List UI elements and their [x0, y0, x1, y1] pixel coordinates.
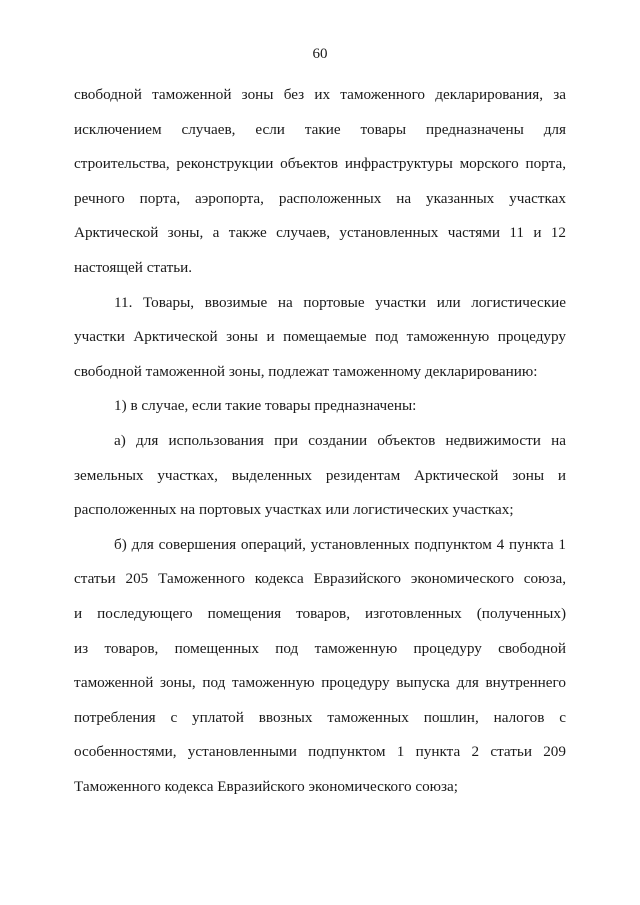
text-line: свободной таможенной зоны без их таможенного декларирования, за [74, 86, 566, 103]
text-line: настоящей статьи. [74, 258, 193, 276]
document-body [74, 78, 566, 804]
text-line: речного порта, аэропорта, расположенных на указанных участках [74, 189, 566, 207]
text-line: и последующего помещения товаров, изготовленных (полученных) [74, 604, 566, 622]
text-line: из товаров, помещенных под таможенную процедуру свободной [74, 639, 566, 657]
text-line: расположенных на портовых участках или логистических участках; [74, 501, 514, 519]
text-line: исключением случаев, если такие товары предназначены для [74, 120, 566, 138]
page-number: 60 [312, 46, 328, 62]
text-line: потребления с уплатой ввозных таможенных пошлин, налогов с [74, 708, 566, 726]
text-line: особенностями, установленными подпунктом 1 пункта 2 статьи 209 [74, 743, 566, 761]
text-line: 11. Товары, ввозимые на портовые участки или логистические [114, 293, 566, 311]
text-line: 1) в случае, если такие товары предназначены: [114, 397, 417, 415]
text-line: участки Арктической зоны и помещаемые под таможенную процедуру [74, 328, 566, 346]
text-line: земельных участках, выделенных резидентам Арктической зоны и [74, 466, 566, 484]
text-line: свободной таможенной зоны, подлежат таможенному декларированию: [74, 362, 538, 380]
text-line: Таможенного кодекса Евразийского экономического союза; [74, 777, 458, 795]
text-line: Арктической зоны, а также случаев, установленных частями 11 и 12 [74, 224, 566, 242]
text-line: а) для использования при создании объектов недвижимости на [114, 431, 566, 449]
text-line: б) для совершения операций, установленных подпунктом 4 пункта 1 [114, 535, 566, 553]
text-line: строительства, реконструкции объектов инфраструктуры морского порта, [74, 155, 566, 173]
text-line: статьи 205 Таможенного кодекса Евразийского экономического союза, [74, 570, 566, 588]
text-line: таможенной зоны, под таможенную процедуру выпуска для внутреннего [74, 674, 566, 692]
